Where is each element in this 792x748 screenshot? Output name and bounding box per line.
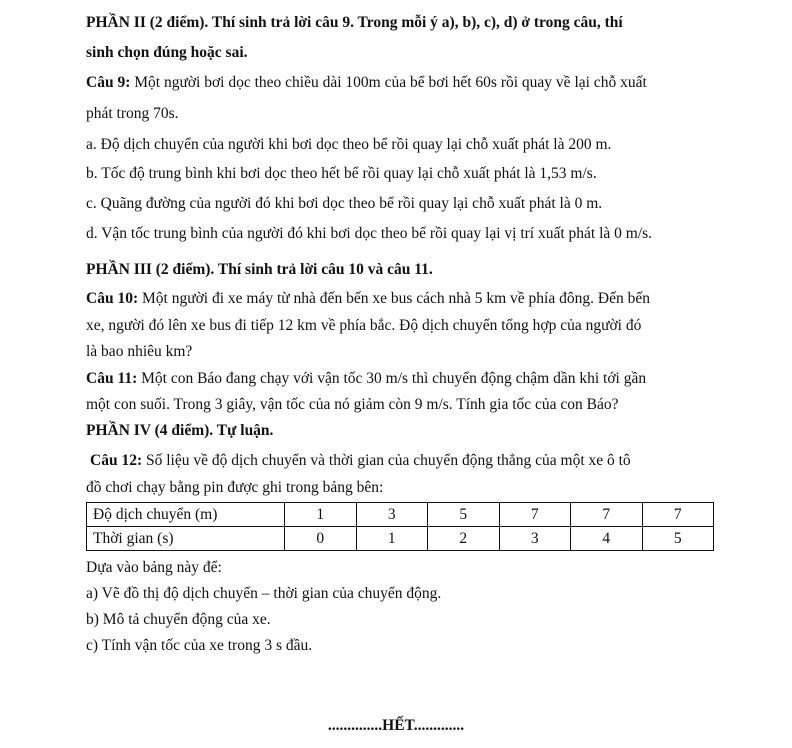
part2-heading-line2: sinh chọn đúng hoặc sai.	[86, 44, 248, 61]
table-cell: 7	[642, 503, 714, 527]
q9-option-b: b. Tốc độ trung bình khi bơi dọc theo hết bể rồi quay lại chỗ xuất phát là 1,53 m/s.	[86, 165, 597, 182]
table-cell: 3	[499, 527, 571, 551]
q10-line1	[86, 289, 650, 309]
q9-option-d: d. Vận tốc trung bình của người đó khi bơi dọc theo bể rồi quay lại vị trí xuất phát là 0 m/s.	[86, 225, 653, 242]
table-header-displacement: Độ dịch chuyển (m)	[87, 503, 285, 527]
q9-label: Câu 9:	[86, 74, 131, 91]
q11-label: Câu 11:	[86, 370, 138, 387]
q12-text-line1: Số liệu về độ dịch chuyển và thời gian của chuyển động thẳng của một xe ô tô	[142, 452, 631, 469]
table-cell: 7	[571, 503, 643, 527]
part2-heading-line1: PHẦN II (2 điểm). Thí sinh trả lời câu 9. Trong mỗi ý a), b), c), d) ở trong câu, thí	[86, 14, 623, 31]
q11-line1	[86, 369, 646, 389]
displacement-time-table	[86, 502, 714, 551]
q12-line1	[90, 451, 631, 471]
q10-label: Câu 10:	[86, 290, 139, 307]
q10-text-line3: là bao nhiêu km?	[86, 343, 193, 360]
q9-line1	[86, 73, 647, 93]
q11-text-line2: một con suối. Trong 3 giây, vận tốc của nó giảm còn 9 m/s. Tính gia tốc của con Báo?	[86, 396, 619, 413]
table-cell: 7	[499, 503, 571, 527]
table-row-displacement	[87, 503, 714, 527]
q10-text-line2: xe, người đó lên xe bus đi tiếp 12 km về phía bắc. Độ dịch chuyển tổng hợp của người đó	[86, 317, 642, 334]
table-cell: 5	[428, 503, 500, 527]
table-cell: 3	[356, 503, 428, 527]
q12-task-a: a) Vẽ đồ thị độ dịch chuyển – thời gian của chuyển động.	[86, 585, 442, 602]
table-cell: 2	[428, 527, 500, 551]
table-cell: 1	[356, 527, 428, 551]
table-cell: 1	[285, 503, 357, 527]
q9-option-a: a. Độ dịch chuyển của người khi bơi dọc theo bể rồi quay lại chỗ xuất phát là 200 m.	[86, 136, 612, 153]
table-cell: 5	[642, 527, 714, 551]
table-row-time	[87, 527, 714, 551]
part4-heading: PHẦN IV (4 điểm). Tự luận.	[86, 422, 274, 439]
q9-option-c: c. Quãng đường của người đó khi bơi dọc theo bể rồi quay lại chỗ xuất phát là 0 m.	[86, 195, 603, 212]
part3-heading: PHẦN III (2 điểm). Thí sinh trả lời câu 10 và câu 11.	[86, 261, 433, 278]
end-marker: ..............HẾT.............	[327, 717, 465, 734]
table-cell: 4	[571, 527, 643, 551]
q11-text-line1: Một con Báo đang chạy với vận tốc 30 m/s thì chuyển động chậm dần khi tới gần	[137, 370, 647, 387]
q12-task-c: c) Tính vận tốc của xe trong 3 s đầu.	[86, 637, 313, 654]
q10-text-line1: Một người đi xe máy từ nhà đến bến xe bus cách nhà 5 km về phía đông. Đến bến	[138, 290, 650, 307]
q12-text-line2: đồ chơi chạy bằng pin được ghi trong bảng bên:	[86, 479, 384, 496]
q9-text-line1: Một người bơi dọc theo chiều dài 100m của bể bơi hết 60s rồi quay về lại chỗ xuất	[130, 74, 647, 91]
q12-intro: Dựa vào bảng này để:	[86, 559, 222, 576]
q12-label: Câu 12:	[90, 452, 143, 469]
q9-text-line2: phát trong 70s.	[86, 105, 179, 122]
table-cell: 0	[285, 527, 357, 551]
q12-task-b: b) Mô tả chuyển động của xe.	[86, 611, 271, 628]
table-header-time: Thời gian (s)	[87, 527, 285, 551]
